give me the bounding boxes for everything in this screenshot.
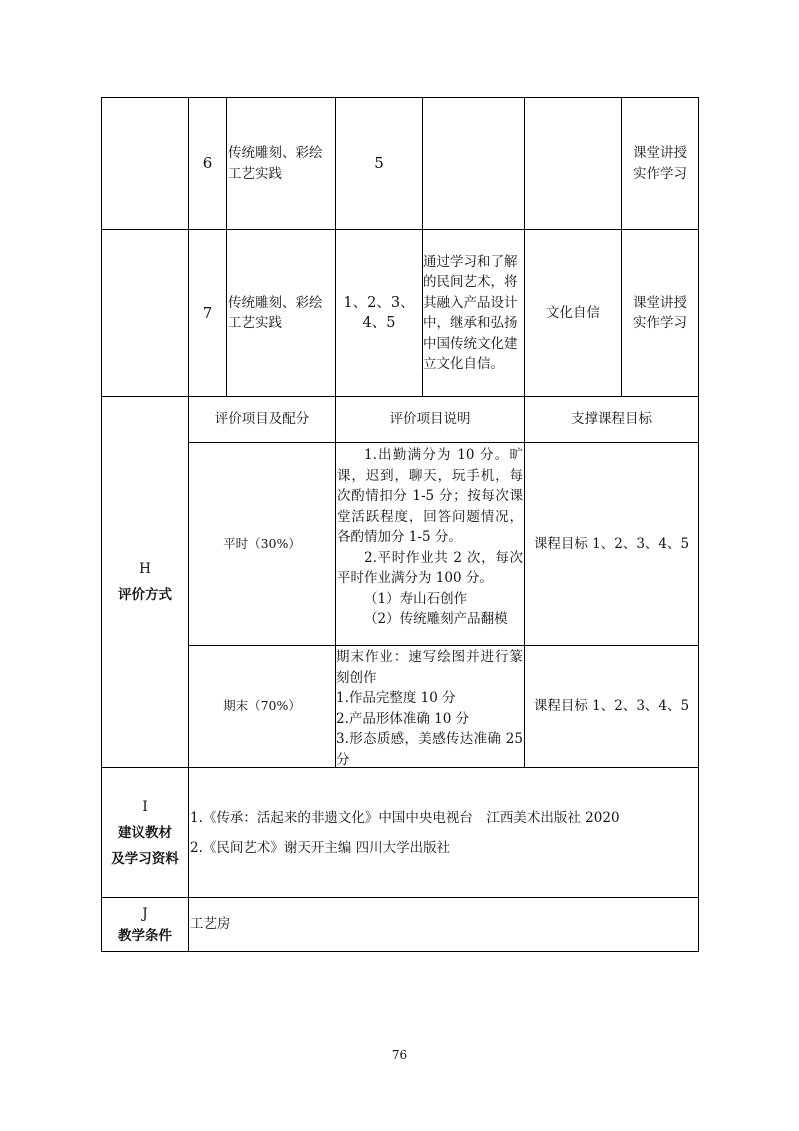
row-7-number: 7 xyxy=(202,303,213,322)
materials-label: I 建议教材 及学习资料 xyxy=(111,798,179,867)
row-7-goals: 1、2、3、4、5 xyxy=(343,294,415,331)
materials-list xyxy=(190,768,698,897)
row-7-ideology: 通过学习和了解的民间艺术，将其融入产品设计中，继承和弘扬中国传统文化建立文化自信。 xyxy=(423,253,518,372)
eval-final-target: 课程目标 1、2、3、4、5 xyxy=(533,698,690,715)
material-item: 2.《民间艺术》谢天开主编 四川大学出版社 xyxy=(190,839,451,856)
row-7-title: 传统雕刻、彩绘工艺实践 xyxy=(228,294,323,331)
row-6-goals: 5 xyxy=(374,154,384,173)
eval-header-item: 评价项目及配分 xyxy=(214,411,310,428)
row-6-title: 传统雕刻、彩绘工艺实践 xyxy=(228,145,323,182)
material-item: 1.《传承：活起来的非遗文化》中国中央电视台 江西美术出版社 2020 xyxy=(190,809,620,826)
eval-header-target: 支撑课程目标 xyxy=(571,411,652,428)
evaluation-label: H 评价方式 xyxy=(118,560,172,603)
eval-final-description: 期末作业：速写绘图并进行篆刻创作 1.作品完整度 10 分 2.产品形体准确 10 分 3.形态质感，美感传达准确 25 分 xyxy=(336,649,523,768)
conditions-value: 工艺房 xyxy=(190,915,231,932)
page-number: 76 xyxy=(391,1048,408,1062)
eval-regular-name: 平时（30%） xyxy=(223,535,301,551)
eval-final-name: 期末（70%） xyxy=(223,698,301,714)
row-7-method: 课堂讲授 实作学习 xyxy=(633,294,687,331)
conditions-label: J 教学条件 xyxy=(118,905,172,944)
eval-header-description: 评价项目说明 xyxy=(389,411,471,428)
row-6-method: 课堂讲授 实作学习 xyxy=(633,145,687,182)
row-7-ideology-short: 文化自信 xyxy=(546,304,600,321)
eval-regular-target: 课程目标 1、2、3、4、5 xyxy=(533,535,690,552)
eval-regular-description: 1.出勤满分为 10 分。旷课，迟到，聊天，玩手机，每次酌情扣分 1-5 分；按每次课堂活跃程度，回答问题情况，各酌情加分 1-5 分。 2.平时作业共 2 次，每次平时作业满分为 100 分。 （1）寿山石创作 （2）传统雕刻产品翻模 xyxy=(337,447,523,627)
row-6-number: 6 xyxy=(202,154,213,173)
